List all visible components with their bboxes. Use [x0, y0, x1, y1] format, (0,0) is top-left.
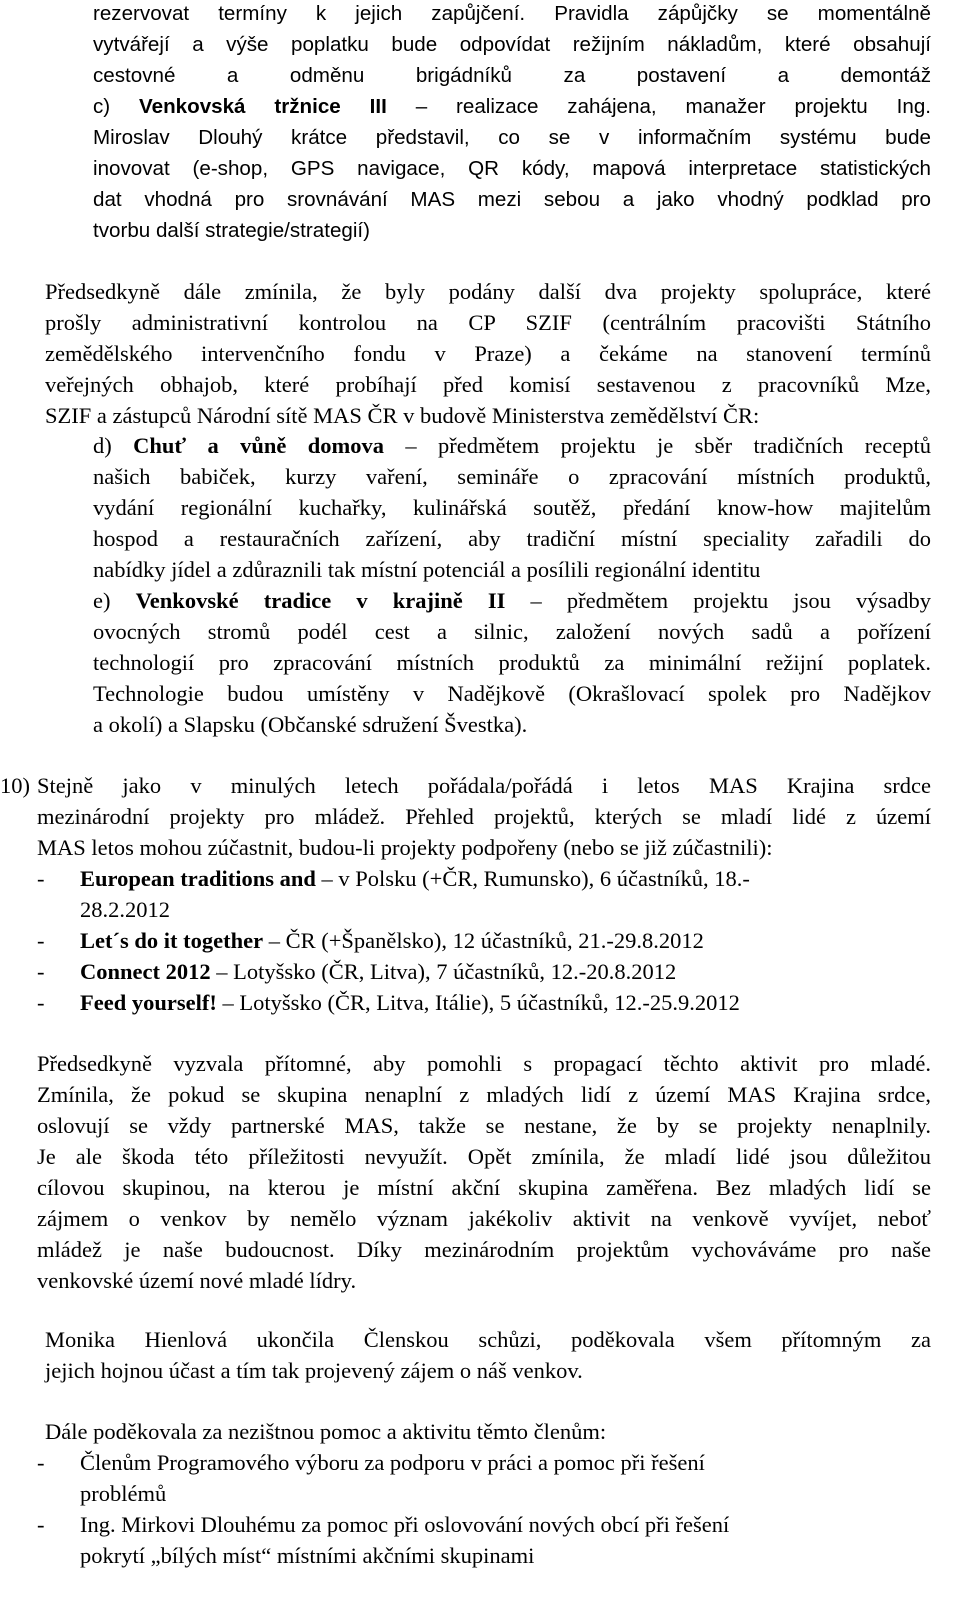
youth-projects-list [0, 863, 960, 1023]
text-line: hospod a restauračních zařízení, aby tradiční místní speciality zařadili do [93, 526, 931, 551]
item-d-heading: d) Chuť a vůně domova – předmětem projektu je sběr tradičních receptů [93, 433, 931, 458]
project-details: – v Polsku (+ČR, Rumunsko), 6 účastníků, 18.- [315, 866, 750, 891]
youth-importance-paragraph [37, 1048, 931, 1296]
point-10-number: 10) [0, 773, 30, 798]
item-d-title: Chuť a vůně domova [133, 433, 385, 458]
thanks-list [0, 1447, 960, 1587]
list-dash: - [37, 1450, 45, 1475]
project-title: European traditions and [80, 866, 316, 891]
item-d-paragraph [93, 430, 931, 585]
text-line: Je ale škoda této příležitosti nevyužít. Opět zmínila, že mladí lidé jsou důležitou [37, 1144, 931, 1169]
closing-paragraph [45, 1324, 931, 1386]
text-line: rezervovat termíny k jejich zapůjčení. Pravidla zápůjčky se momentálně [93, 2, 931, 25]
text-line: vytvářejí a výše poplatku bude odpovídat režijním nákladům, které obsahují [93, 33, 931, 56]
text-line: a okolí) a Slapsku (Občanské sdružení Švestka). [93, 712, 528, 737]
text-line: problémů [80, 1481, 167, 1506]
text-line: SZIF a zástupců Národní sítě MAS ČR v budově Ministerstva zemědělství ČR: [45, 403, 760, 428]
project-title: Let´s do it together [80, 928, 264, 953]
list-item-text [80, 956, 930, 987]
text-line: cestovné a odměnu brigádníků za postavení a demontáž [93, 64, 931, 87]
item-c-title: Venkovská tržnice III [139, 95, 387, 118]
list-dash: - [37, 866, 45, 891]
text-line: našich babiček, kurzy vaření, semináře o zpracování místních produktů, [93, 464, 931, 489]
project-details-continued: 28.2.2012 [80, 897, 170, 922]
list-item-text [80, 1447, 930, 1509]
text-line: vydání regionální kuchařky, kulinářská soutěž, předání know-how majitelům [93, 495, 931, 520]
text-line: veřejných obhajob, které probíhají před komisí sestavenou z pracovníků Mze, [45, 372, 931, 397]
text-line: Miroslav Dlouhý krátce představil, co se v informačním systému bude [93, 126, 931, 149]
list-dash: - [37, 1512, 45, 1537]
list-dash: - [37, 928, 45, 953]
text-line: MAS letos mohou zúčastnit, budou-li projekty podpořeny (nebo se již zúčastnili): [37, 835, 773, 860]
point-10-intro [37, 770, 931, 863]
text-line: Ing. Mirkovi Dlouhému za pomoc při oslovování nových obcí při řešení [80, 1512, 730, 1537]
text-line: Dále poděkovala za nezištnou pomoc a aktivitu těmto členům: [45, 1419, 607, 1444]
projects-submitted-paragraph [45, 276, 931, 431]
project-title: Connect 2012 [80, 959, 211, 984]
project-details: – ČR (+Španělsko), 12 účastníků, 21.-29.8.2012 [263, 928, 704, 953]
thanks-intro [45, 1416, 931, 1447]
text-line: ovocných stromů podél cest a silnic, založení nových sadů a pořízení [93, 619, 931, 644]
project-details: – Lotyšsko (ČR, Litva), 7 účastníků, 12.-20.8.2012 [210, 959, 677, 984]
list-item-text [80, 863, 930, 925]
text-line: Stejně jako v minulých letech pořádala/pořádá i letos MAS Krajina srdce [37, 773, 931, 798]
text-line: oslovují se vždy partnerské MAS, takže se nestane, že by se projekty nenaplnily. [37, 1113, 931, 1138]
text-line: tvorbu další strategie/strategií) [93, 219, 370, 242]
item-e-paragraph [93, 585, 931, 740]
text-line: inovovat (e-shop, GPS navigace, QR kódy, mapová interpretace statistických [93, 157, 931, 180]
item-e-heading: e) Venkovské tradice v krajině II – předmětem projektu jsou výsadby [93, 588, 931, 613]
text-line: Zmínila, že pokud se skupina nenaplní z mladých lidí z území MAS Krajina srdce, [37, 1082, 931, 1107]
list-dash: - [37, 959, 45, 984]
text-line: cílovou skupinou, na kterou je místní akční skupina zaměřena. Bez mladých lidí se [37, 1175, 931, 1200]
text-line: jejich hojnou účast a tím tak projevený zájem o náš venkov. [45, 1358, 583, 1383]
text-line: zájmem o venkov by nemělo význam jakékoliv aktivit na venkově vyvíjet, neboť [37, 1206, 931, 1231]
text-line: technologií pro zpracování místních produktů za minimální režijní poplatek. [93, 650, 931, 675]
text-line: Předsedkyně dále zmínila, že byly podány další dva projekty spolupráce, které [45, 279, 931, 304]
text-line: Členům Programového výboru za podporu v práci a pomoc při řešení [80, 1450, 705, 1475]
text-line: venkovské území nové mladé lídry. [37, 1268, 357, 1293]
text-line: pokrytí „bílých míst“ místními akčními skupinami [80, 1543, 535, 1568]
list-item-text [80, 1509, 930, 1571]
text-line: Technologie budou umístěny v Nadějkově (Okrašlovací spolek pro Nadějkov [93, 681, 931, 706]
text-line: prošly administrativní kontrolou na CP SZIF (centrálním pracovišti Státního [45, 310, 931, 335]
text-line: Monika Hienlová ukončila Členskou schůzi, poděkovala všem přítomným za [45, 1327, 931, 1352]
list-item-text [80, 987, 930, 1018]
text-line: mezinárodní projekty pro mládež. Přehled projektů, kterých se mladí lidé z území [37, 804, 931, 829]
text-line: mládež je naše budoucnost. Díky mezinárodním projektům vychováváme pro naše [37, 1237, 931, 1262]
text-line: nabídky jídel a zdůraznili tak místní potenciál a posílili regionální identitu [93, 557, 761, 582]
project-title: Feed yourself! [80, 990, 217, 1015]
project-details: – Lotyšsko (ČR, Litva, Itálie), 5 účastníků, 12.-25.9.2012 [216, 990, 740, 1015]
item-e-title: Venkovské tradice v krajině II [135, 588, 506, 613]
text-line: Předsedkyně vyzvala přítomné, aby pomohli s propagací těchto aktivit pro mladé. [37, 1051, 931, 1076]
text-line: dat vhodná pro srovnávání MAS mezi sebou a jako vhodný podklad pro [93, 188, 931, 211]
item-c-heading: c) Venkovská tržnice III – realizace zahájena, manažer projektu Ing. [93, 95, 931, 118]
text-line: zemědělského intervenčního fondu v Praze) a čekáme na stanovení termínů [45, 341, 931, 366]
venkovska-trznice-paragraph [93, 0, 931, 246]
list-dash: - [37, 990, 45, 1015]
list-item-text [80, 925, 930, 956]
